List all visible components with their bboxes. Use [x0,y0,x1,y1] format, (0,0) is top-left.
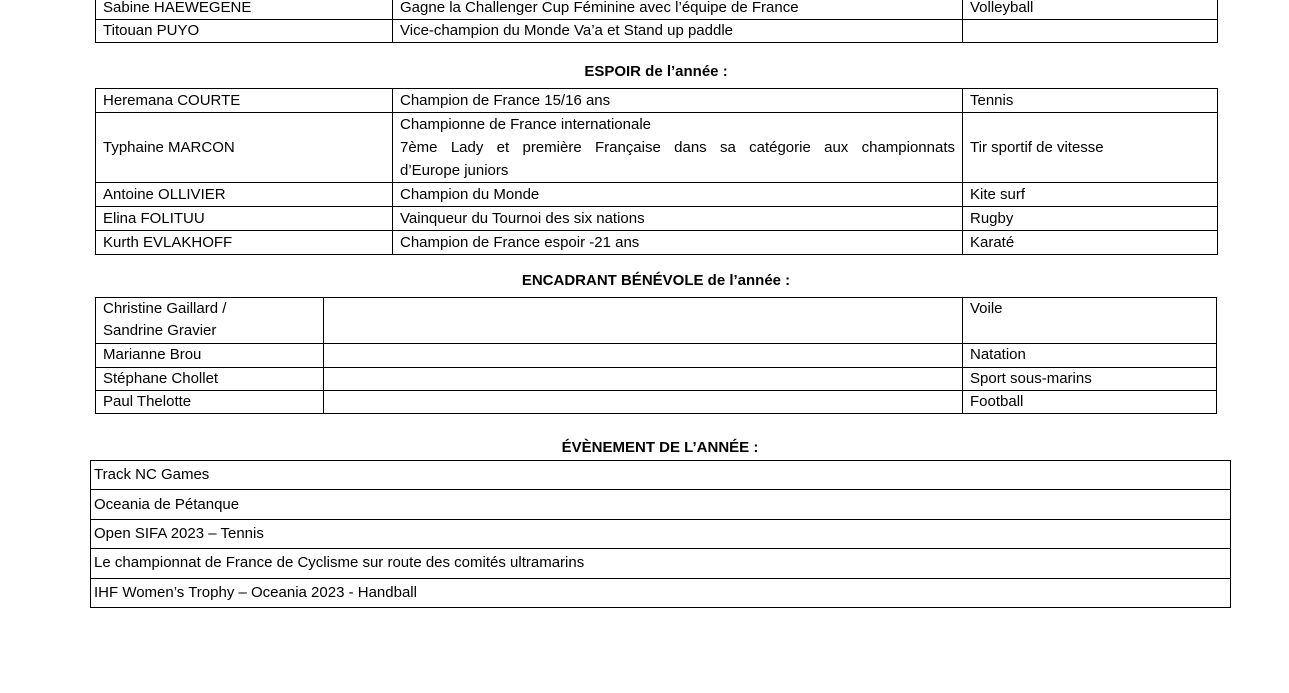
espoir-table [95,88,1218,255]
achievement-line: 7ème Lady et première Française dans sa catégorie aux championnats [400,139,955,156]
sport-cell: Sport sous-marins [963,368,1217,391]
sport-cell: Karaté [963,231,1218,255]
table-row [91,490,1231,519]
table-row [96,231,1218,255]
sport-cell: Football [963,391,1217,414]
laureate-name-cell: Stéphane Chollet [96,368,324,391]
achievement-line: d’Europe juniors [400,162,509,179]
event-cell: IHF Women’s Trophy – Oceania 2023 - Handball [91,578,1231,607]
sport-cell: Volleyball [963,0,1218,20]
table-row [91,578,1231,607]
table-row [91,461,1231,490]
table-row [91,519,1231,548]
sport-cell: Rugby [963,207,1218,231]
laureate-table-top [95,0,1218,43]
event-cell: Oceania de Pétanque [91,490,1231,519]
table-row [96,368,1217,391]
laureate-name-cell: Heremana COURTE [96,89,393,113]
name-line: Christine Gaillard / [103,300,227,317]
table-row [96,344,1217,368]
laureate-name-cell [96,298,324,344]
achievement-cell [324,391,963,414]
encadrant-section-heading: ENCADRANT BÉNÉVOLE de l’année : [521,272,791,289]
name-line: Sandrine Gravier [103,322,217,339]
table-row [91,549,1231,578]
sport-cell: Tennis [963,89,1218,113]
laureate-name-cell: Elina FOLITUU [96,207,393,231]
event-cell: Le championnat de France de Cyclisme sur route des comités ultramarins [91,549,1231,578]
table-row [96,183,1218,207]
table-row [96,298,1217,344]
achievement-cell: Champion du Monde [393,183,963,207]
achievement-line: Championne de France internationale [400,116,651,133]
table-row [96,207,1218,231]
espoir-section-heading: ESPOIR de l’année : [584,63,728,80]
table-row [96,0,1218,20]
table-row [96,391,1217,414]
achievement-cell: Champion de France espoir -21 ans [393,231,963,255]
table-row [96,113,1218,183]
achievement-cell: Champion de France 15/16 ans [393,89,963,113]
sport-cell [963,20,1218,43]
laureate-name-cell: Titouan PUYO [96,20,393,43]
laureate-name-cell: Sabine HAEWEGENE [96,0,393,20]
encadrant-table [95,297,1217,414]
evenement-table [90,460,1231,608]
laureate-name-cell: Kurth EVLAKHOFF [96,231,393,255]
evenement-section-heading: ÉVÈNEMENT DE L’ANNÉE : [561,439,759,456]
table-row [96,20,1218,43]
sport-cell: Tir sportif de vitesse [963,113,1218,183]
table-row [96,89,1218,113]
event-cell: Open SIFA 2023 – Tennis [91,519,1231,548]
achievement-cell: Vainqueur du Tournoi des six nations [393,207,963,231]
achievement-cell [324,298,963,344]
achievement-cell [393,113,963,183]
sport-cell: Kite surf [963,183,1218,207]
achievement-cell: Gagne la Challenger Cup Féminine avec l’équipe de France [393,0,963,20]
sport-cell: Voile [963,298,1217,344]
laureate-name-cell: Paul Thelotte [96,391,324,414]
sport-cell: Natation [963,344,1217,368]
achievement-cell [324,344,963,368]
laureate-name-cell: Antoine OLLIVIER [96,183,393,207]
achievement-cell [324,368,963,391]
achievement-cell: Vice-champion du Monde Va’a et Stand up paddle [393,20,963,43]
laureate-name-cell: Typhaine MARCON [96,113,393,183]
event-cell: Track NC Games [91,461,1231,490]
laureate-name-cell: Marianne Brou [96,344,324,368]
